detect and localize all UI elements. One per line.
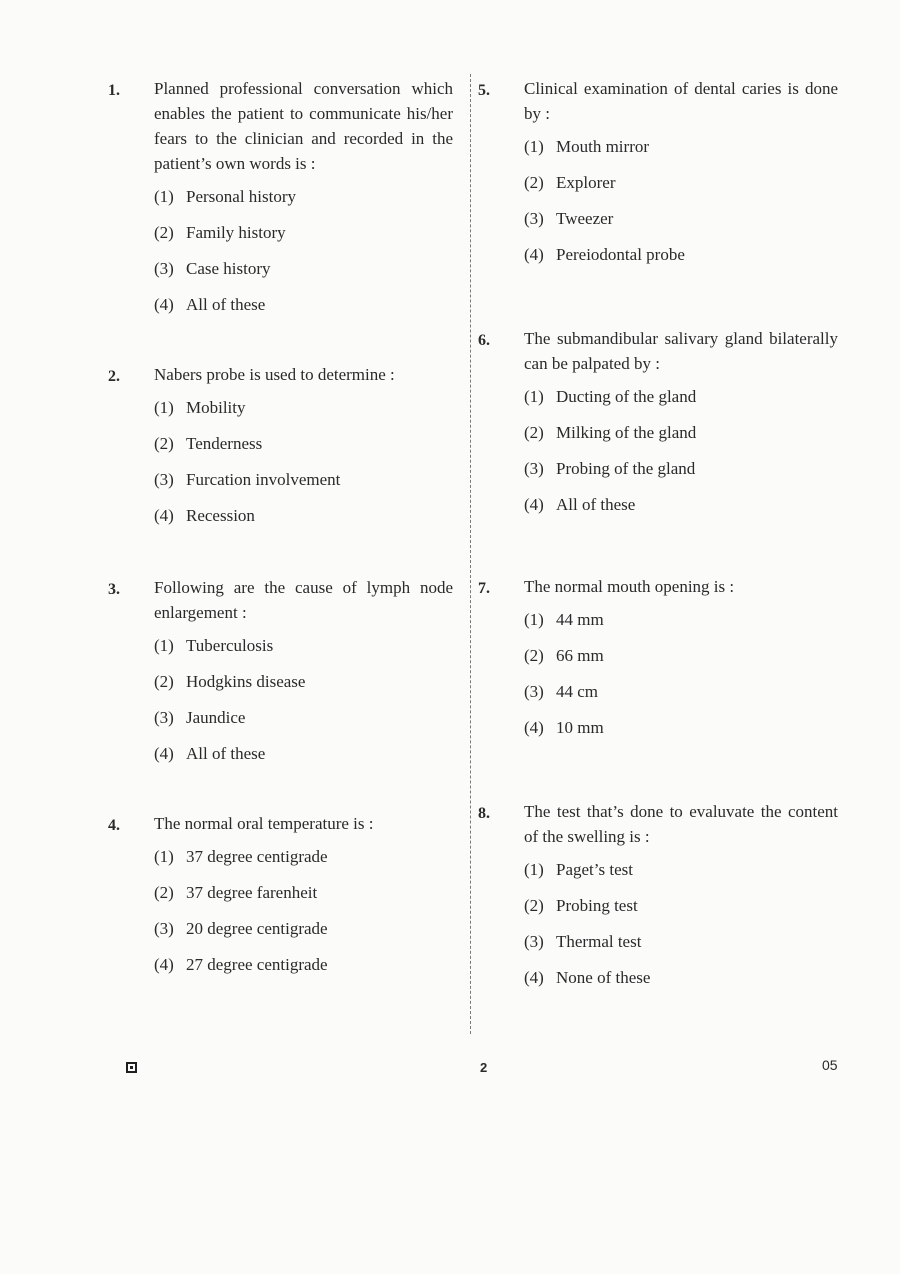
option-number: (3) <box>524 459 544 478</box>
option-text: Explorer <box>556 173 616 192</box>
question-text: Planned professional conversation which enables the patient to communicate his/her fears to the clinician and recorded in the patient’s own words is : <box>154 79 453 173</box>
option-1 <box>154 397 453 433</box>
option-4 <box>154 954 453 990</box>
question-number: 1. <box>108 82 120 99</box>
option-text: Thermal test <box>556 932 642 951</box>
option-text: Mouth mirror <box>556 137 650 156</box>
option-number: (3) <box>154 708 174 727</box>
option-text: Recession <box>186 506 255 525</box>
question-8 <box>478 799 838 1003</box>
option-text: Jaundice <box>186 708 246 727</box>
option-3 <box>524 208 838 244</box>
option-number: (2) <box>524 423 544 442</box>
option-text: All of these <box>186 744 266 763</box>
option-text: Hodgkins disease <box>186 672 306 691</box>
option-number: (1) <box>524 610 544 629</box>
option-3 <box>154 258 453 294</box>
page-number: 2 <box>480 1060 488 1075</box>
option-4 <box>524 967 838 1003</box>
option-number: (4) <box>524 245 544 264</box>
option-number: (2) <box>154 672 174 691</box>
option-number: (2) <box>524 646 544 665</box>
option-2 <box>154 671 453 707</box>
option-text: Family history <box>186 223 286 242</box>
question-text: The submandibular salivary gland bilaterally can be palpated by : <box>524 329 838 373</box>
option-2 <box>154 222 453 258</box>
question-text: The test that’s done to evaluvate the content of the swelling is : <box>524 802 838 846</box>
option-text: 20 degree centigrade <box>186 919 328 938</box>
option-number: (3) <box>524 682 544 701</box>
option-number: (4) <box>524 495 544 514</box>
question-1 <box>108 76 453 330</box>
option-text: Ducting of the gland <box>556 387 697 406</box>
option-3 <box>524 458 838 494</box>
option-number: (1) <box>154 847 174 866</box>
option-4 <box>154 294 453 330</box>
option-text: Mobility <box>186 398 246 417</box>
question-text: The normal oral temperature is : <box>154 814 374 833</box>
booklet-code: 05 <box>822 1057 838 1073</box>
option-number: (1) <box>524 137 544 156</box>
option-number: (1) <box>524 860 544 879</box>
option-1 <box>524 136 838 172</box>
option-3 <box>524 931 838 967</box>
option-text: 44 mm <box>556 610 604 629</box>
option-text: Probing test <box>556 896 638 915</box>
option-number: (2) <box>154 434 174 453</box>
option-text: Paget’s test <box>556 860 633 879</box>
option-1 <box>524 859 838 895</box>
question-6 <box>478 326 838 530</box>
option-1 <box>154 635 453 671</box>
option-2 <box>524 645 838 681</box>
option-text: 37 degree centigrade <box>186 847 328 866</box>
option-number: (3) <box>154 259 174 278</box>
option-text: None of these <box>556 968 651 987</box>
question-text: Following are the cause of lymph node enlargement : <box>154 578 453 622</box>
option-2 <box>524 172 838 208</box>
option-text: All of these <box>556 495 636 514</box>
option-text: 27 degree centigrade <box>186 955 328 974</box>
question-4 <box>108 811 453 990</box>
option-1 <box>154 186 453 222</box>
question-7 <box>478 574 838 753</box>
left-column <box>108 76 453 990</box>
option-4 <box>154 505 453 541</box>
option-text: Tenderness <box>186 434 263 453</box>
option-1 <box>154 846 453 882</box>
option-number: (4) <box>524 718 544 737</box>
option-text: Case history <box>186 259 271 278</box>
option-4 <box>524 494 838 530</box>
option-text: Personal history <box>186 187 297 206</box>
option-text: Milking of the gland <box>556 423 697 442</box>
question-3 <box>108 575 453 779</box>
option-text: All of these <box>186 295 266 314</box>
question-number: 8. <box>478 805 490 822</box>
option-3 <box>154 707 453 743</box>
option-number: (4) <box>154 295 174 314</box>
option-number: (1) <box>154 398 174 417</box>
right-column <box>478 76 838 1003</box>
option-3 <box>524 681 838 717</box>
option-3 <box>154 918 453 954</box>
option-2 <box>154 433 453 469</box>
option-number: (3) <box>524 209 544 228</box>
option-text: 66 mm <box>556 646 604 665</box>
option-1 <box>524 386 838 422</box>
option-4 <box>154 743 453 779</box>
option-number: (3) <box>154 919 174 938</box>
option-text: 10 mm <box>556 718 604 737</box>
option-text: Pereiodontal probe <box>556 245 685 264</box>
option-number: (2) <box>524 896 544 915</box>
option-4 <box>524 244 838 280</box>
option-number: (1) <box>524 387 544 406</box>
question-2 <box>108 362 453 541</box>
question-5 <box>478 76 838 280</box>
option-1 <box>524 609 838 645</box>
option-number: (2) <box>154 883 174 902</box>
option-number: (4) <box>154 744 174 763</box>
question-number: 3. <box>108 581 120 598</box>
option-text: Tuberculosis <box>186 636 274 655</box>
question-number: 4. <box>108 817 120 834</box>
option-number: (1) <box>154 187 174 206</box>
option-2 <box>154 882 453 918</box>
option-number: (3) <box>524 932 544 951</box>
option-2 <box>524 895 838 931</box>
square-marker-icon <box>126 1062 137 1073</box>
option-text: Probing of the gland <box>556 459 696 478</box>
question-number: 5. <box>478 82 490 99</box>
option-text: 44 cm <box>556 682 599 701</box>
question-number: 2. <box>108 368 120 385</box>
option-3 <box>154 469 453 505</box>
option-2 <box>524 422 838 458</box>
option-number: (4) <box>154 955 174 974</box>
option-text: 37 degree farenheit <box>186 883 318 902</box>
column-divider <box>470 74 471 1034</box>
question-number: 7. <box>478 580 490 597</box>
option-number: (3) <box>154 470 174 489</box>
option-text: Tweezer <box>556 209 614 228</box>
option-number: (1) <box>154 636 174 655</box>
option-number: (4) <box>524 968 544 987</box>
question-number: 6. <box>478 332 490 349</box>
option-4 <box>524 717 838 753</box>
question-text: The normal mouth opening is : <box>524 577 735 596</box>
question-text: Nabers probe is used to determine : <box>154 365 395 384</box>
question-text: Clinical examination of dental caries is done by : <box>524 79 838 123</box>
option-number: (2) <box>524 173 544 192</box>
option-text: Furcation involvement <box>186 470 341 489</box>
option-number: (4) <box>154 506 174 525</box>
option-number: (2) <box>154 223 174 242</box>
